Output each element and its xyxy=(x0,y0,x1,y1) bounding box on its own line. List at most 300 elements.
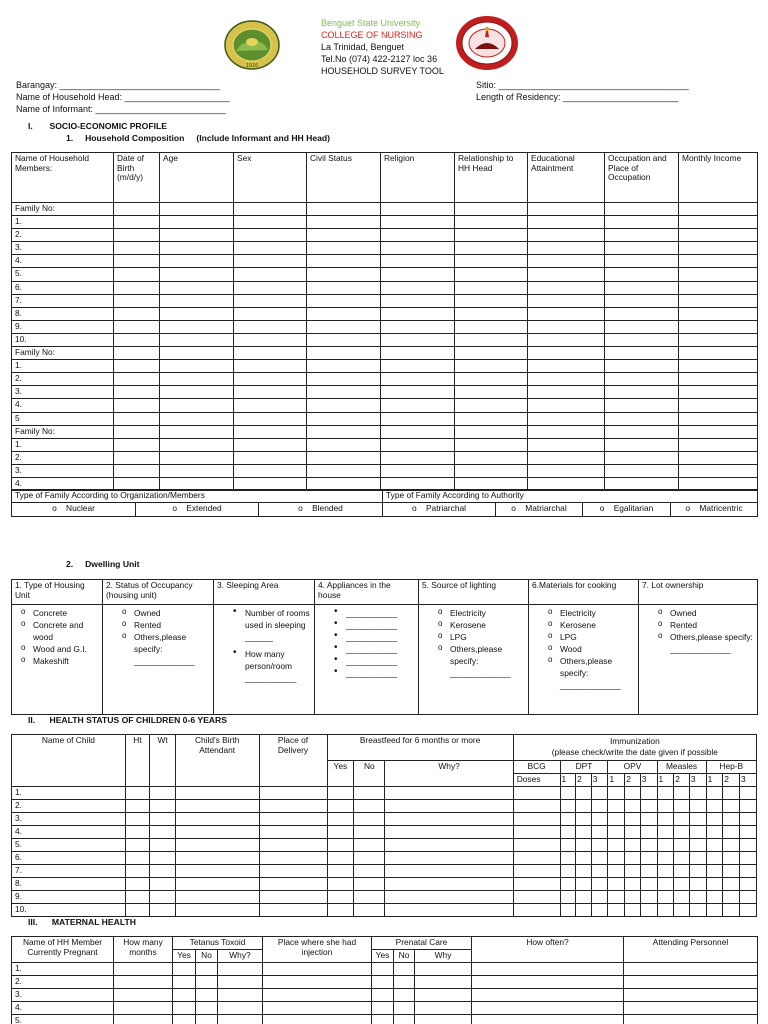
entry-cell[interactable] xyxy=(528,242,605,255)
informant-field[interactable]: Name of Informant: __________________________ xyxy=(16,104,226,114)
entry-cell[interactable] xyxy=(307,373,381,386)
entry-cell[interactable] xyxy=(679,386,758,399)
entry-cell[interactable] xyxy=(173,1015,196,1024)
option-matriarchal[interactable]: o Matriarchal xyxy=(496,503,583,517)
entry-cell[interactable] xyxy=(674,904,690,917)
entry-cell[interactable] xyxy=(679,255,758,268)
entry-cell[interactable] xyxy=(689,826,706,839)
entry-cell[interactable] xyxy=(624,963,758,976)
entry-cell[interactable] xyxy=(706,813,723,826)
entry-cell[interactable] xyxy=(605,333,679,346)
entry-cell[interactable] xyxy=(528,216,605,229)
entry-cell[interactable] xyxy=(679,203,758,216)
entry-cell[interactable] xyxy=(472,963,624,976)
lighting-option[interactable]: o LPG xyxy=(432,631,525,643)
entry-cell[interactable] xyxy=(307,464,381,477)
entry-cell[interactable] xyxy=(528,281,605,294)
entry-cell[interactable] xyxy=(528,347,605,360)
entry-cell[interactable] xyxy=(605,464,679,477)
entry-cell[interactable] xyxy=(740,787,757,800)
entry-cell[interactable] xyxy=(394,963,415,976)
entry-cell[interactable] xyxy=(114,229,160,242)
entry-cell[interactable] xyxy=(679,333,758,346)
entry-cell[interactable] xyxy=(689,787,706,800)
entry-cell[interactable] xyxy=(372,1015,394,1024)
entry-cell[interactable] xyxy=(385,800,513,813)
entry-cell[interactable] xyxy=(625,852,641,865)
entry-cell[interactable] xyxy=(455,229,528,242)
entry-cell[interactable] xyxy=(259,826,327,839)
cooking-option[interactable]: o LPG xyxy=(542,631,635,643)
entry-cell[interactable] xyxy=(640,787,657,800)
entry-cell[interactable] xyxy=(679,229,758,242)
entry-cell[interactable] xyxy=(455,307,528,320)
entry-cell[interactable] xyxy=(114,216,160,229)
sleeping-option[interactable]: • Number of rooms used in sleeping ______ xyxy=(227,607,311,643)
entry-cell[interactable] xyxy=(381,373,455,386)
entry-cell[interactable] xyxy=(125,800,150,813)
entry-cell[interactable] xyxy=(150,865,176,878)
entry-cell[interactable] xyxy=(354,800,385,813)
entry-cell[interactable] xyxy=(723,891,740,904)
entry-cell[interactable] xyxy=(327,800,354,813)
entry-cell[interactable] xyxy=(679,320,758,333)
entry-cell[interactable] xyxy=(528,294,605,307)
entry-cell[interactable] xyxy=(381,451,455,464)
entry-cell[interactable] xyxy=(114,412,160,425)
entry-cell[interactable] xyxy=(591,787,608,800)
entry-cell[interactable] xyxy=(528,451,605,464)
entry-cell[interactable] xyxy=(528,320,605,333)
entry-cell[interactable] xyxy=(657,787,674,800)
entry-cell[interactable] xyxy=(160,412,234,425)
entry-cell[interactable] xyxy=(234,438,307,451)
entry-cell[interactable] xyxy=(259,865,327,878)
option-patriarchal[interactable]: o Patriarchal xyxy=(383,503,496,517)
entry-cell[interactable] xyxy=(307,203,381,216)
entry-cell[interactable] xyxy=(307,242,381,255)
entry-cell[interactable] xyxy=(394,989,415,1002)
entry-cell[interactable] xyxy=(723,839,740,852)
entry-cell[interactable] xyxy=(591,878,608,891)
entry-cell[interactable] xyxy=(679,373,758,386)
entry-cell[interactable] xyxy=(259,852,327,865)
entry-cell[interactable] xyxy=(576,800,592,813)
entry-cell[interactable] xyxy=(372,989,394,1002)
entry-cell[interactable] xyxy=(740,800,757,813)
entry-cell[interactable] xyxy=(608,891,625,904)
entry-cell[interactable] xyxy=(640,865,657,878)
entry-cell[interactable] xyxy=(114,464,160,477)
entry-cell[interactable] xyxy=(114,989,173,1002)
entry-cell[interactable] xyxy=(608,813,625,826)
entry-cell[interactable] xyxy=(679,242,758,255)
entry-cell[interactable] xyxy=(605,386,679,399)
entry-cell[interactable] xyxy=(605,373,679,386)
entry-cell[interactable] xyxy=(640,878,657,891)
entry-cell[interactable] xyxy=(560,826,576,839)
entry-cell[interactable] xyxy=(640,891,657,904)
entry-cell[interactable] xyxy=(150,813,176,826)
entry-cell[interactable] xyxy=(605,412,679,425)
entry-cell[interactable] xyxy=(513,813,560,826)
entry-cell[interactable] xyxy=(354,852,385,865)
entry-cell[interactable] xyxy=(455,242,528,255)
entry-cell[interactable] xyxy=(125,891,150,904)
entry-cell[interactable] xyxy=(354,878,385,891)
entry-cell[interactable] xyxy=(160,281,234,294)
entry-cell[interactable] xyxy=(528,255,605,268)
entry-cell[interactable] xyxy=(307,386,381,399)
entry-cell[interactable] xyxy=(381,255,455,268)
lot-option[interactable]: o Others,please specify: _____________ xyxy=(652,631,754,655)
entry-cell[interactable] xyxy=(679,294,758,307)
entry-cell[interactable] xyxy=(455,216,528,229)
entry-cell[interactable] xyxy=(706,891,723,904)
entry-cell[interactable] xyxy=(657,800,674,813)
entry-cell[interactable] xyxy=(327,852,354,865)
entry-cell[interactable] xyxy=(234,255,307,268)
entry-cell[interactable] xyxy=(234,412,307,425)
entry-cell[interactable] xyxy=(175,878,259,891)
entry-cell[interactable] xyxy=(513,904,560,917)
entry-cell[interactable] xyxy=(125,813,150,826)
entry-cell[interactable] xyxy=(605,399,679,412)
entry-cell[interactable] xyxy=(560,839,576,852)
entry-cell[interactable] xyxy=(591,813,608,826)
entry-cell[interactable] xyxy=(608,852,625,865)
entry-cell[interactable] xyxy=(160,386,234,399)
entry-cell[interactable] xyxy=(723,813,740,826)
entry-cell[interactable] xyxy=(605,320,679,333)
residency-field[interactable]: Length of Residency: _______________________ xyxy=(476,92,679,102)
entry-cell[interactable] xyxy=(689,891,706,904)
entry-cell[interactable] xyxy=(114,386,160,399)
entry-cell[interactable] xyxy=(307,294,381,307)
entry-cell[interactable] xyxy=(528,464,605,477)
entry-cell[interactable] xyxy=(160,294,234,307)
entry-cell[interactable] xyxy=(455,268,528,281)
entry-cell[interactable] xyxy=(625,904,641,917)
entry-cell[interactable] xyxy=(657,852,674,865)
entry-cell[interactable] xyxy=(706,904,723,917)
entry-cell[interactable] xyxy=(385,852,513,865)
entry-cell[interactable] xyxy=(740,839,757,852)
entry-cell[interactable] xyxy=(706,865,723,878)
entry-cell[interactable] xyxy=(576,878,592,891)
entry-cell[interactable] xyxy=(327,787,354,800)
entry-cell[interactable] xyxy=(513,891,560,904)
entry-cell[interactable] xyxy=(175,839,259,852)
entry-cell[interactable] xyxy=(455,255,528,268)
entry-cell[interactable] xyxy=(385,787,513,800)
entry-cell[interactable] xyxy=(160,255,234,268)
entry-cell[interactable] xyxy=(605,203,679,216)
entry-cell[interactable] xyxy=(381,281,455,294)
entry-cell[interactable] xyxy=(605,360,679,373)
entry-cell[interactable] xyxy=(455,347,528,360)
entry-cell[interactable] xyxy=(381,425,455,438)
lighting-option[interactable]: o Electricity xyxy=(432,607,525,619)
entry-cell[interactable] xyxy=(381,399,455,412)
entry-cell[interactable] xyxy=(218,976,263,989)
entry-cell[interactable] xyxy=(576,787,592,800)
entry-cell[interactable] xyxy=(234,229,307,242)
entry-cell[interactable] xyxy=(415,1002,472,1015)
entry-cell[interactable] xyxy=(125,839,150,852)
entry-cell[interactable] xyxy=(455,425,528,438)
entry-cell[interactable] xyxy=(307,412,381,425)
entry-cell[interactable] xyxy=(706,826,723,839)
entry-cell[interactable] xyxy=(528,333,605,346)
entry-cell[interactable] xyxy=(455,438,528,451)
entry-cell[interactable] xyxy=(528,307,605,320)
entry-cell[interactable] xyxy=(625,813,641,826)
entry-cell[interactable] xyxy=(114,451,160,464)
entry-cell[interactable] xyxy=(263,976,372,989)
entry-cell[interactable] xyxy=(679,399,758,412)
entry-cell[interactable] xyxy=(740,878,757,891)
entry-cell[interactable] xyxy=(513,852,560,865)
cooking-option[interactable]: o Kerosene xyxy=(542,619,635,631)
entry-cell[interactable] xyxy=(160,464,234,477)
entry-cell[interactable] xyxy=(196,989,218,1002)
entry-cell[interactable] xyxy=(327,878,354,891)
entry-cell[interactable] xyxy=(385,813,513,826)
entry-cell[interactable] xyxy=(125,878,150,891)
entry-cell[interactable] xyxy=(576,826,592,839)
lighting-option[interactable]: o Kerosene xyxy=(432,619,525,631)
cooking-option[interactable]: o Wood xyxy=(542,643,635,655)
entry-cell[interactable] xyxy=(327,891,354,904)
entry-cell[interactable] xyxy=(455,373,528,386)
entry-cell[interactable] xyxy=(259,800,327,813)
entry-cell[interactable] xyxy=(160,216,234,229)
entry-cell[interactable] xyxy=(150,826,176,839)
option-extended[interactable]: o Extended xyxy=(136,503,259,517)
entry-cell[interactable] xyxy=(381,294,455,307)
entry-cell[interactable] xyxy=(125,904,150,917)
entry-cell[interactable] xyxy=(679,307,758,320)
entry-cell[interactable] xyxy=(385,839,513,852)
entry-cell[interactable] xyxy=(381,333,455,346)
entry-cell[interactable] xyxy=(307,320,381,333)
entry-cell[interactable] xyxy=(625,839,641,852)
entry-cell[interactable] xyxy=(560,865,576,878)
entry-cell[interactable] xyxy=(657,813,674,826)
entry-cell[interactable] xyxy=(605,255,679,268)
entry-cell[interactable] xyxy=(160,425,234,438)
entry-cell[interactable] xyxy=(196,976,218,989)
entry-cell[interactable] xyxy=(259,839,327,852)
entry-cell[interactable] xyxy=(381,203,455,216)
entry-cell[interactable] xyxy=(679,360,758,373)
entry-cell[interactable] xyxy=(455,360,528,373)
entry-cell[interactable] xyxy=(381,242,455,255)
entry-cell[interactable] xyxy=(114,242,160,255)
entry-cell[interactable] xyxy=(307,425,381,438)
entry-cell[interactable] xyxy=(740,904,757,917)
entry-cell[interactable] xyxy=(591,800,608,813)
entry-cell[interactable] xyxy=(150,878,176,891)
entry-cell[interactable] xyxy=(605,451,679,464)
entry-cell[interactable] xyxy=(723,852,740,865)
entry-cell[interactable] xyxy=(679,281,758,294)
entry-cell[interactable] xyxy=(455,294,528,307)
sitio-field[interactable]: Sitio: ______________________________________ xyxy=(476,80,689,90)
entry-cell[interactable] xyxy=(173,989,196,1002)
entry-cell[interactable] xyxy=(605,242,679,255)
entry-cell[interactable] xyxy=(114,438,160,451)
entry-cell[interactable] xyxy=(513,878,560,891)
entry-cell[interactable] xyxy=(625,891,641,904)
entry-cell[interactable] xyxy=(354,813,385,826)
entry-cell[interactable] xyxy=(259,813,327,826)
entry-cell[interactable] xyxy=(234,268,307,281)
entry-cell[interactable] xyxy=(560,904,576,917)
entry-cell[interactable] xyxy=(263,1015,372,1024)
entry-cell[interactable] xyxy=(150,787,176,800)
entry-cell[interactable] xyxy=(114,360,160,373)
entry-cell[interactable] xyxy=(381,229,455,242)
option-nuclear[interactable]: o Nuclear xyxy=(12,503,136,517)
entry-cell[interactable] xyxy=(114,320,160,333)
entry-cell[interactable] xyxy=(327,904,354,917)
appliances-option[interactable]: • ___________ xyxy=(328,643,415,655)
entry-cell[interactable] xyxy=(175,826,259,839)
entry-cell[interactable] xyxy=(625,800,641,813)
entry-cell[interactable] xyxy=(307,255,381,268)
entry-cell[interactable] xyxy=(674,878,690,891)
entry-cell[interactable] xyxy=(354,904,385,917)
entry-cell[interactable] xyxy=(608,904,625,917)
entry-cell[interactable] xyxy=(259,787,327,800)
entry-cell[interactable] xyxy=(528,203,605,216)
entry-cell[interactable] xyxy=(624,976,758,989)
entry-cell[interactable] xyxy=(385,904,513,917)
entry-cell[interactable] xyxy=(354,891,385,904)
cooking-option[interactable]: o Electricity xyxy=(542,607,635,619)
entry-cell[interactable] xyxy=(385,891,513,904)
entry-cell[interactable] xyxy=(263,1002,372,1015)
entry-cell[interactable] xyxy=(307,360,381,373)
entry-cell[interactable] xyxy=(608,800,625,813)
entry-cell[interactable] xyxy=(723,878,740,891)
entry-cell[interactable] xyxy=(173,976,196,989)
entry-cell[interactable] xyxy=(706,787,723,800)
entry-cell[interactable] xyxy=(657,878,674,891)
housing-option[interactable]: o Makeshift xyxy=(15,655,99,667)
entry-cell[interactable] xyxy=(640,813,657,826)
entry-cell[interactable] xyxy=(415,976,472,989)
occupancy-option[interactable]: o Owned xyxy=(116,607,210,619)
entry-cell[interactable] xyxy=(740,891,757,904)
entry-cell[interactable] xyxy=(234,307,307,320)
entry-cell[interactable] xyxy=(114,1002,173,1015)
entry-cell[interactable] xyxy=(723,904,740,917)
entry-cell[interactable] xyxy=(560,891,576,904)
entry-cell[interactable] xyxy=(528,425,605,438)
entry-cell[interactable] xyxy=(372,963,394,976)
entry-cell[interactable] xyxy=(689,852,706,865)
entry-cell[interactable] xyxy=(234,464,307,477)
entry-cell[interactable] xyxy=(576,891,592,904)
entry-cell[interactable] xyxy=(234,333,307,346)
entry-cell[interactable] xyxy=(381,347,455,360)
housing-option[interactable]: o Concrete xyxy=(15,607,99,619)
entry-cell[interactable] xyxy=(605,425,679,438)
entry-cell[interactable] xyxy=(234,399,307,412)
entry-cell[interactable] xyxy=(605,307,679,320)
entry-cell[interactable] xyxy=(723,787,740,800)
entry-cell[interactable] xyxy=(114,347,160,360)
entry-cell[interactable] xyxy=(455,464,528,477)
entry-cell[interactable] xyxy=(576,813,592,826)
entry-cell[interactable] xyxy=(679,347,758,360)
entry-cell[interactable] xyxy=(528,386,605,399)
lot-option[interactable]: o Rented xyxy=(652,619,754,631)
entry-cell[interactable] xyxy=(415,963,472,976)
entry-cell[interactable] xyxy=(674,826,690,839)
entry-cell[interactable] xyxy=(605,294,679,307)
entry-cell[interactable] xyxy=(640,800,657,813)
entry-cell[interactable] xyxy=(625,865,641,878)
entry-cell[interactable] xyxy=(114,333,160,346)
entry-cell[interactable] xyxy=(234,425,307,438)
entry-cell[interactable] xyxy=(674,852,690,865)
entry-cell[interactable] xyxy=(354,839,385,852)
entry-cell[interactable] xyxy=(173,1002,196,1015)
entry-cell[interactable] xyxy=(263,963,372,976)
entry-cell[interactable] xyxy=(560,878,576,891)
entry-cell[interactable] xyxy=(706,800,723,813)
entry-cell[interactable] xyxy=(674,839,690,852)
entry-cell[interactable] xyxy=(394,1015,415,1024)
entry-cell[interactable] xyxy=(624,1002,758,1015)
entry-cell[interactable] xyxy=(740,865,757,878)
entry-cell[interactable] xyxy=(528,399,605,412)
entry-cell[interactable] xyxy=(372,976,394,989)
entry-cell[interactable] xyxy=(455,412,528,425)
entry-cell[interactable] xyxy=(175,852,259,865)
entry-cell[interactable] xyxy=(125,852,150,865)
entry-cell[interactable] xyxy=(591,826,608,839)
entry-cell[interactable] xyxy=(234,216,307,229)
entry-cell[interactable] xyxy=(576,904,592,917)
entry-cell[interactable] xyxy=(591,852,608,865)
entry-cell[interactable] xyxy=(679,268,758,281)
entry-cell[interactable] xyxy=(679,451,758,464)
entry-cell[interactable] xyxy=(307,347,381,360)
entry-cell[interactable] xyxy=(160,399,234,412)
entry-cell[interactable] xyxy=(114,1015,173,1024)
entry-cell[interactable] xyxy=(679,425,758,438)
entry-cell[interactable] xyxy=(576,865,592,878)
entry-cell[interactable] xyxy=(625,787,641,800)
entry-cell[interactable] xyxy=(160,360,234,373)
entry-cell[interactable] xyxy=(723,865,740,878)
entry-cell[interactable] xyxy=(625,878,641,891)
entry-cell[interactable] xyxy=(591,891,608,904)
entry-cell[interactable] xyxy=(723,826,740,839)
entry-cell[interactable] xyxy=(327,839,354,852)
entry-cell[interactable] xyxy=(455,203,528,216)
appliances-option[interactable]: • ___________ xyxy=(328,667,415,679)
entry-cell[interactable] xyxy=(381,464,455,477)
entry-cell[interactable] xyxy=(560,852,576,865)
entry-cell[interactable] xyxy=(706,878,723,891)
entry-cell[interactable] xyxy=(354,787,385,800)
